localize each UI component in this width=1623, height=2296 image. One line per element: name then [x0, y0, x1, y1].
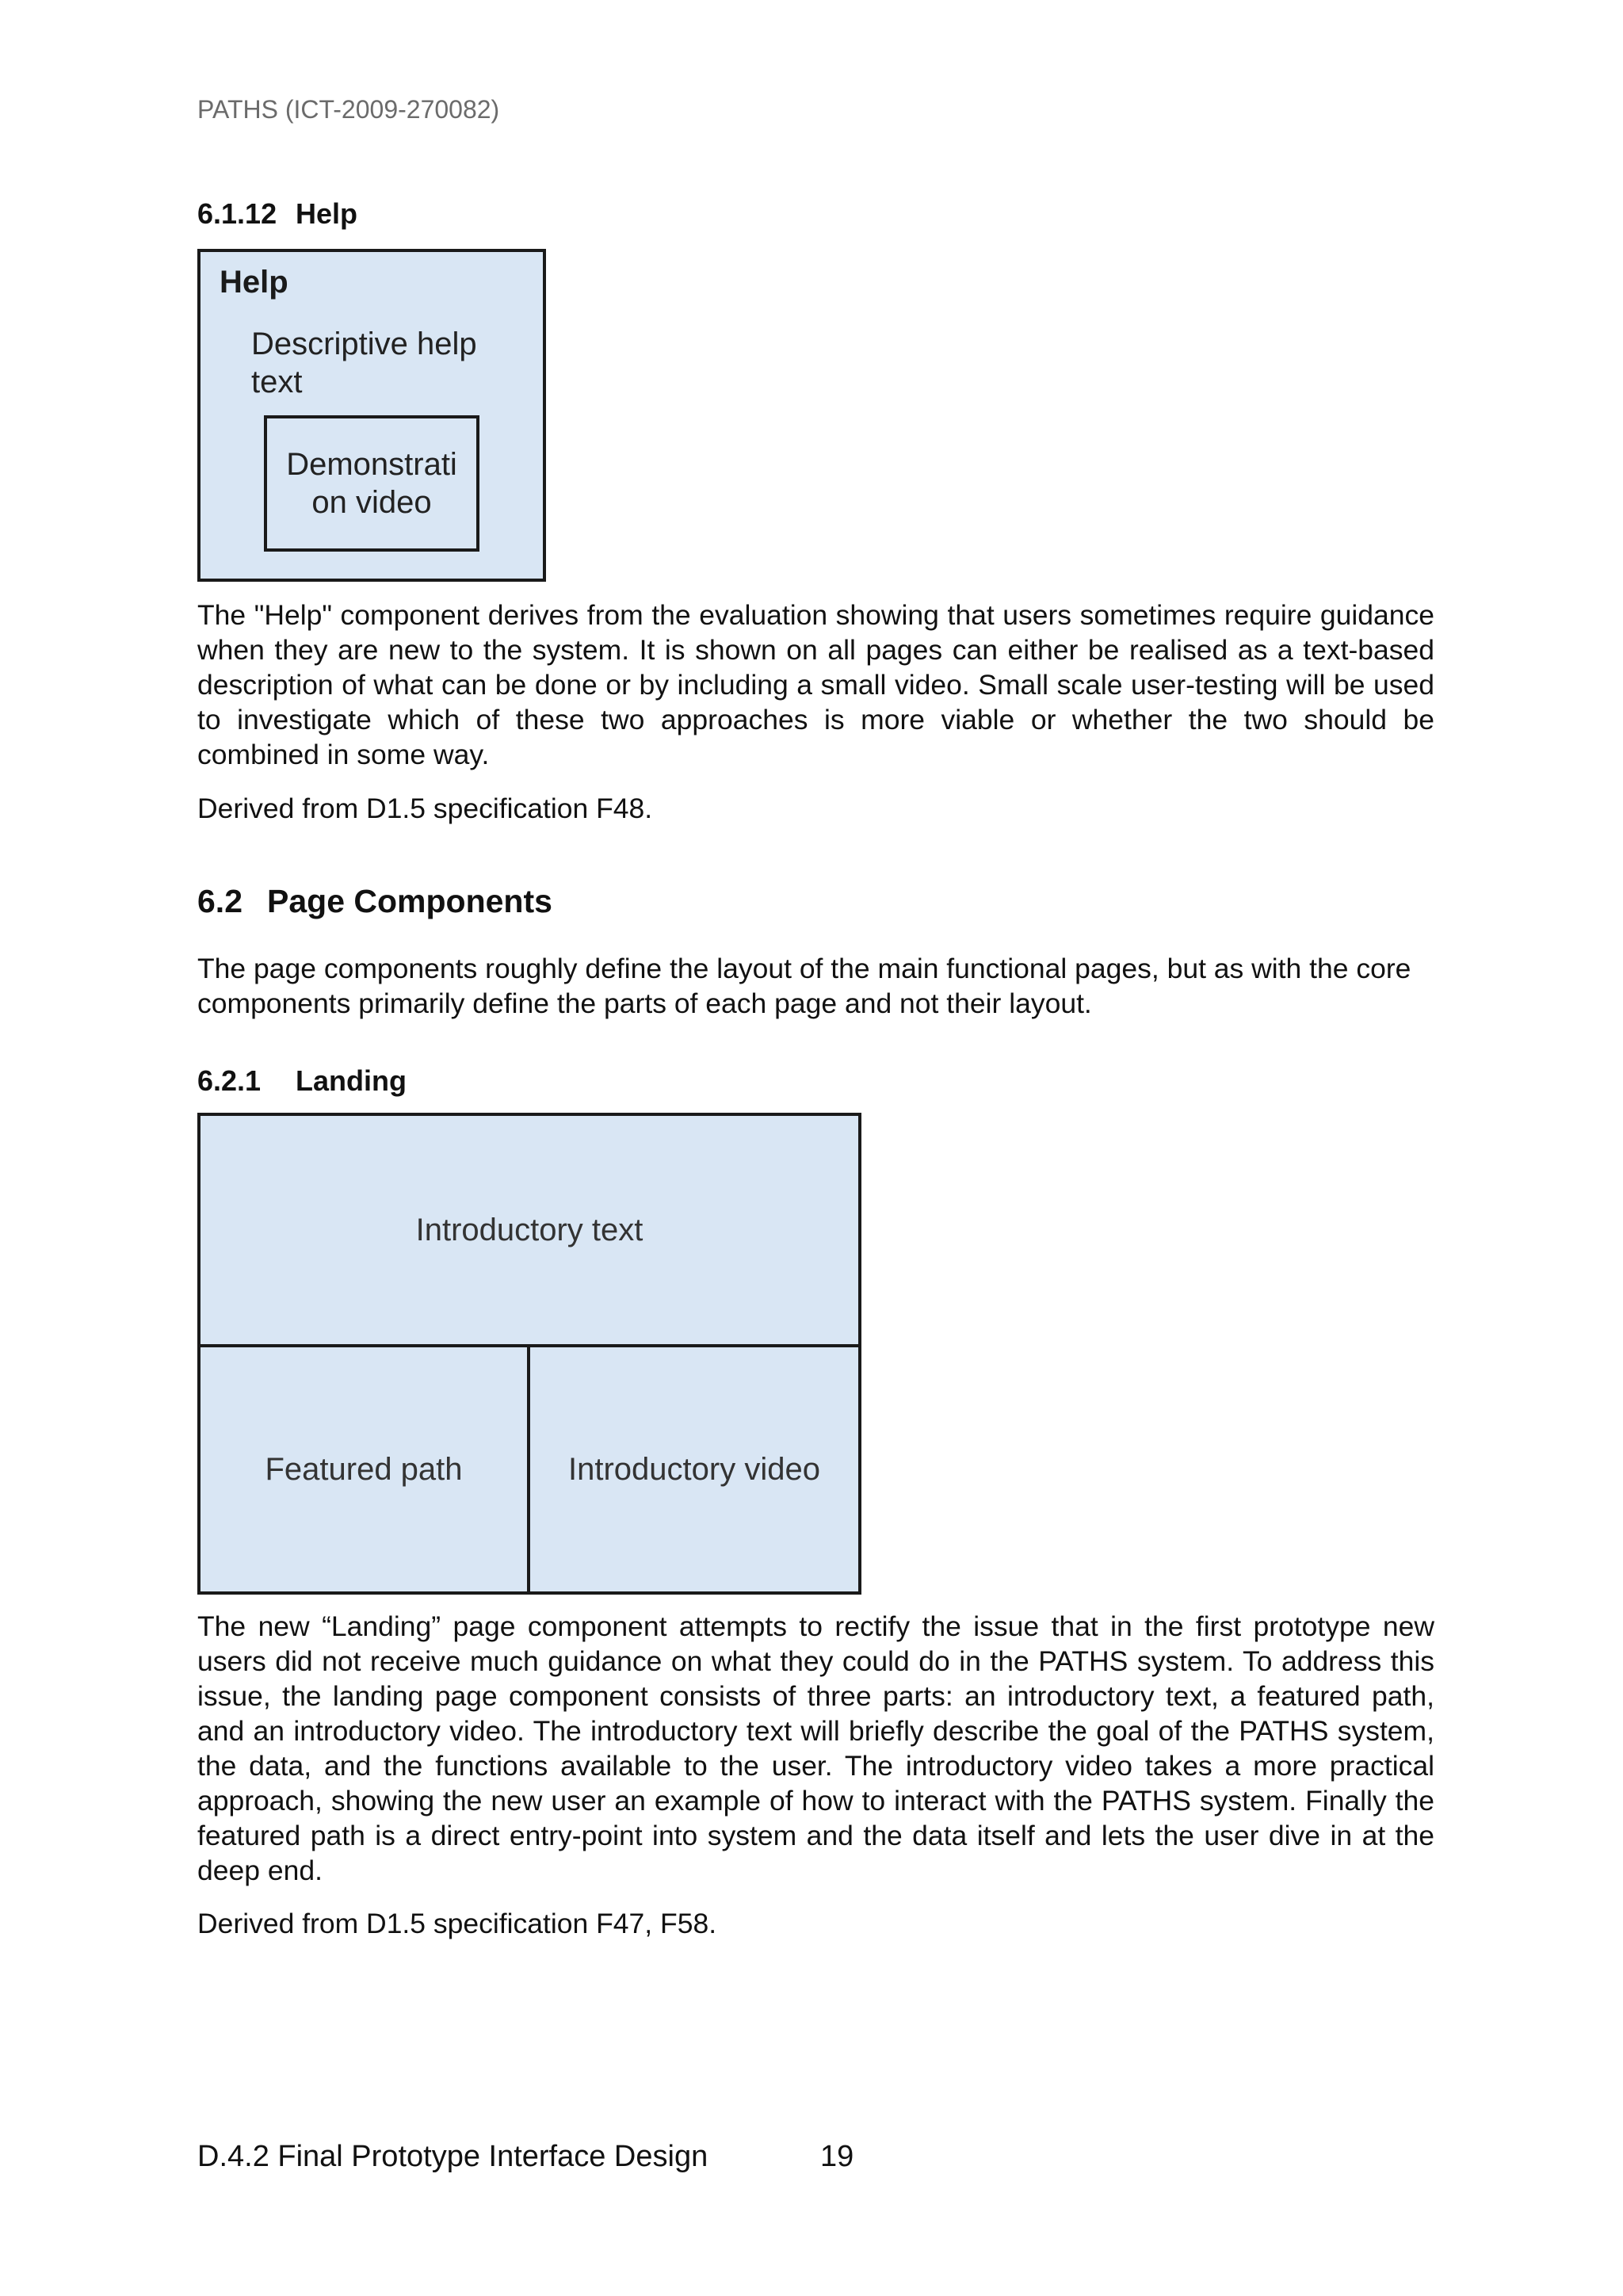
footer-page-number: 19 [820, 2140, 854, 2173]
landing-intro-video-box [530, 1347, 858, 1591]
page-components-paragraph: The page components roughly define the layout of the main functional pages, but as with the core components primarily define the parts of each page and not their layout. [197, 953, 1411, 1019]
landing-paragraph: The new “Landing” page component attempts to rectify the issue that in the first prototype new users did not receive much guidance on what they could do in the PATHS system. To address this issue, the landing page component consists of three parts: an introductory text, a featured path, and an introductory video. The introductory text will briefly describe the goal of the PATHS system, the data, and the functions available to the user. The introductory video takes a more practical approach, showing the new user an example of how to interact with the PATHS system. Finally the featured path is a direct entry-point into system and the data itself and lets the user dive in at the deep end. [197, 1610, 1434, 1886]
landing-featured-path-label: Featured path [265, 1451, 463, 1487]
landing-intro-text-box [200, 1116, 858, 1347]
running-header: PATHS (ICT-2009-270082) [197, 95, 500, 124]
help-paragraph: The "Help" component derives from the evaluation showing that users sometimes require guidance when they are new to the system. It is shown on all pages can either be realised as a text-based description of what can be done or by including a small video. Small scale user-testing will be used to investigate which of these two approaches is more viable or whether the two should be combined in some way. [197, 599, 1434, 770]
landing-featured-path-box [200, 1347, 530, 1591]
section-number: 6.1.12 [197, 197, 277, 230]
section-title: Landing [296, 1064, 407, 1097]
landing-derived: Derived from D1.5 specification F47, F58. [197, 1908, 717, 1939]
section-title: Page Components [267, 883, 552, 919]
help-wireframe-video-box [264, 415, 479, 552]
section-heading-landing [197, 1064, 407, 1098]
help-wireframe-video-label: Demonstration video [286, 447, 457, 520]
landing-intro-video-label: Introductory video [568, 1451, 820, 1487]
help-derived: Derived from D1.5 specification F48. [197, 793, 653, 824]
help-wireframe-description: Descriptive help text [251, 327, 477, 399]
section-heading-page-components [197, 883, 552, 920]
help-wireframe [197, 249, 546, 582]
footer-document-title: D.4.2 Final Prototype Interface Design [197, 2140, 708, 2173]
help-wireframe-title: Help [220, 265, 288, 300]
section-title: Help [296, 197, 358, 230]
landing-intro-text-label: Introductory text [415, 1212, 643, 1247]
section-number: 6.2.1 [197, 1064, 262, 1097]
section-number: 6.2 [197, 883, 242, 919]
section-heading-help [197, 197, 357, 231]
landing-wireframe [197, 1113, 861, 1595]
